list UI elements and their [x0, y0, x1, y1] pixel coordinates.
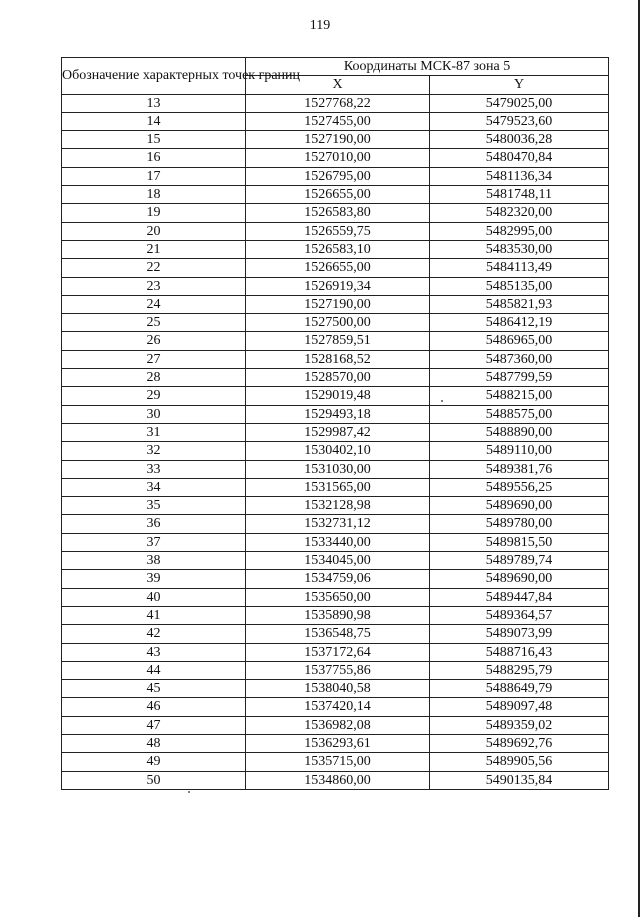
y-coordinate-cell: 5488295,79 [430, 661, 609, 679]
table-row [62, 112, 609, 130]
point-number-cell: 14 [62, 112, 246, 130]
point-number-cell: 42 [62, 625, 246, 643]
y-coordinate-cell: 5488649,79 [430, 680, 609, 698]
header-y: Y [430, 76, 609, 94]
x-coordinate-cell: 1528570,00 [246, 369, 430, 387]
table-row [62, 753, 609, 771]
table-row [62, 186, 609, 204]
table-row [62, 497, 609, 515]
x-coordinate-cell: 1526655,00 [246, 186, 430, 204]
x-coordinate-cell: 1527768,22 [246, 94, 430, 112]
y-coordinate-cell: 5479025,00 [430, 94, 609, 112]
x-coordinate-cell: 1527190,00 [246, 295, 430, 313]
table-row [62, 167, 609, 185]
point-number-cell: 28 [62, 369, 246, 387]
table-row [62, 680, 609, 698]
y-coordinate-cell: 5483530,00 [430, 240, 609, 258]
table-row [62, 277, 609, 295]
x-coordinate-cell: 1531565,00 [246, 478, 430, 496]
y-coordinate-cell: 5490135,84 [430, 771, 609, 789]
y-coordinate-cell: 5489780,00 [430, 515, 609, 533]
point-number-cell: 33 [62, 460, 246, 478]
x-coordinate-cell: 1537755,86 [246, 661, 430, 679]
table-row [62, 222, 609, 240]
table-row [62, 552, 609, 570]
table-row [62, 533, 609, 551]
x-coordinate-cell: 1528168,52 [246, 350, 430, 368]
y-coordinate-cell: 5486412,19 [430, 314, 609, 332]
y-coordinate-cell: 5489690,00 [430, 497, 609, 515]
x-coordinate-cell: 1526919,34 [246, 277, 430, 295]
point-number-cell: 22 [62, 259, 246, 277]
x-coordinate-cell: 1538040,58 [246, 680, 430, 698]
point-number-cell: 43 [62, 643, 246, 661]
y-coordinate-cell: 5489692,76 [430, 734, 609, 752]
x-coordinate-cell: 1526655,00 [246, 259, 430, 277]
point-number-cell: 18 [62, 186, 246, 204]
table-row [62, 570, 609, 588]
y-coordinate-cell: 5488890,00 [430, 423, 609, 441]
x-coordinate-cell: 1526795,00 [246, 167, 430, 185]
x-coordinate-cell: 1529987,42 [246, 423, 430, 441]
scan-speck [188, 791, 190, 793]
x-coordinate-cell: 1526559,75 [246, 222, 430, 240]
y-coordinate-cell: 5489789,74 [430, 552, 609, 570]
y-coordinate-cell: 5489905,56 [430, 753, 609, 771]
x-coordinate-cell: 1534860,00 [246, 771, 430, 789]
y-coordinate-cell: 5489815,50 [430, 533, 609, 551]
table-row [62, 606, 609, 624]
y-coordinate-cell: 5485821,93 [430, 295, 609, 313]
point-number-cell: 47 [62, 716, 246, 734]
table-row [62, 259, 609, 277]
point-number-cell: 35 [62, 497, 246, 515]
table-row [62, 460, 609, 478]
y-coordinate-cell: 5489364,57 [430, 606, 609, 624]
point-number-cell: 38 [62, 552, 246, 570]
table-row [62, 350, 609, 368]
x-coordinate-cell: 1532128,98 [246, 497, 430, 515]
table-body [62, 94, 609, 789]
table-row [62, 405, 609, 423]
x-coordinate-cell: 1530402,10 [246, 442, 430, 460]
page-number: 119 [309, 18, 331, 33]
header-x: X [246, 76, 430, 94]
point-number-cell: 29 [62, 387, 246, 405]
table-row [62, 332, 609, 350]
table-row [62, 734, 609, 752]
point-number-cell: 13 [62, 94, 246, 112]
x-coordinate-cell: 1534045,00 [246, 552, 430, 570]
table-row [62, 94, 609, 112]
table-row [62, 661, 609, 679]
point-number-cell: 21 [62, 240, 246, 258]
point-number-cell: 50 [62, 771, 246, 789]
y-coordinate-cell: 5489359,02 [430, 716, 609, 734]
point-number-cell: 49 [62, 753, 246, 771]
point-number-cell: 20 [62, 222, 246, 240]
point-number-cell: 36 [62, 515, 246, 533]
x-coordinate-cell: 1537172,64 [246, 643, 430, 661]
table-row [62, 369, 609, 387]
x-coordinate-cell: 1533440,00 [246, 533, 430, 551]
y-coordinate-cell: 5484113,49 [430, 259, 609, 277]
table-row [62, 149, 609, 167]
table-row [62, 643, 609, 661]
x-coordinate-cell: 1536548,75 [246, 625, 430, 643]
x-coordinate-cell: 1527010,00 [246, 149, 430, 167]
x-coordinate-cell: 1527500,00 [246, 314, 430, 332]
x-coordinate-cell: 1536293,61 [246, 734, 430, 752]
point-number-cell: 27 [62, 350, 246, 368]
x-coordinate-cell: 1532731,12 [246, 515, 430, 533]
y-coordinate-cell: 5489447,84 [430, 588, 609, 606]
x-coordinate-cell: 1531030,00 [246, 460, 430, 478]
y-coordinate-cell: 5487799,59 [430, 369, 609, 387]
table-row [62, 588, 609, 606]
table-row [62, 698, 609, 716]
y-coordinate-cell: 5489690,00 [430, 570, 609, 588]
table-row [62, 478, 609, 496]
x-coordinate-cell: 1535890,98 [246, 606, 430, 624]
x-coordinate-cell: 1526583,10 [246, 240, 430, 258]
table-row [62, 131, 609, 149]
table-row [62, 442, 609, 460]
table-row [62, 771, 609, 789]
table-row [62, 387, 609, 405]
y-coordinate-cell: 5489097,48 [430, 698, 609, 716]
y-coordinate-cell: 5481136,34 [430, 167, 609, 185]
point-number-cell: 45 [62, 680, 246, 698]
point-number-cell: 39 [62, 570, 246, 588]
table-row [62, 515, 609, 533]
coordinates-table [61, 57, 609, 790]
table-row [62, 314, 609, 332]
y-coordinate-cell: 5479523,60 [430, 112, 609, 130]
y-coordinate-cell: 5489073,99 [430, 625, 609, 643]
table-row [62, 240, 609, 258]
y-coordinate-cell: 5482320,00 [430, 204, 609, 222]
y-coordinate-cell: 5480036,28 [430, 131, 609, 149]
point-number-cell: 41 [62, 606, 246, 624]
x-coordinate-cell: 1527859,51 [246, 332, 430, 350]
x-coordinate-cell: 1529019,48 [246, 387, 430, 405]
y-coordinate-cell: 5485135,00 [430, 277, 609, 295]
y-coordinate-cell: 5488215,00 [430, 387, 609, 405]
point-number-cell: 25 [62, 314, 246, 332]
x-coordinate-cell: 1526583,80 [246, 204, 430, 222]
point-number-cell: 40 [62, 588, 246, 606]
table-row [62, 295, 609, 313]
x-coordinate-cell: 1537420,14 [246, 698, 430, 716]
y-coordinate-cell: 5489110,00 [430, 442, 609, 460]
point-number-cell: 32 [62, 442, 246, 460]
y-coordinate-cell: 5489381,76 [430, 460, 609, 478]
header-coordinates: Координаты МСК-87 зона 5 [246, 58, 609, 76]
y-coordinate-cell: 5481748,11 [430, 186, 609, 204]
y-coordinate-cell: 5480470,84 [430, 149, 609, 167]
point-number-cell: 26 [62, 332, 246, 350]
point-number-cell: 44 [62, 661, 246, 679]
y-coordinate-cell: 5486965,00 [430, 332, 609, 350]
point-number-cell: 46 [62, 698, 246, 716]
x-coordinate-cell: 1529493,18 [246, 405, 430, 423]
point-number-cell: 31 [62, 423, 246, 441]
table-row [62, 716, 609, 734]
point-number-cell: 30 [62, 405, 246, 423]
table-row [62, 423, 609, 441]
header-point-designation: Обозначение характерных точек границ [62, 58, 246, 95]
x-coordinate-cell: 1535650,00 [246, 588, 430, 606]
x-coordinate-cell: 1535715,00 [246, 753, 430, 771]
y-coordinate-cell: 5488575,00 [430, 405, 609, 423]
x-coordinate-cell: 1536982,08 [246, 716, 430, 734]
x-coordinate-cell: 1534759,06 [246, 570, 430, 588]
table-row [62, 204, 609, 222]
point-number-cell: 34 [62, 478, 246, 496]
y-coordinate-cell: 5488716,43 [430, 643, 609, 661]
y-coordinate-cell: 5489556,25 [430, 478, 609, 496]
point-number-cell: 24 [62, 295, 246, 313]
scan-speck [441, 400, 443, 402]
point-number-cell: 15 [62, 131, 246, 149]
point-number-cell: 23 [62, 277, 246, 295]
table-row [62, 625, 609, 643]
y-coordinate-cell: 5487360,00 [430, 350, 609, 368]
point-number-cell: 19 [62, 204, 246, 222]
x-coordinate-cell: 1527455,00 [246, 112, 430, 130]
point-number-cell: 16 [62, 149, 246, 167]
x-coordinate-cell: 1527190,00 [246, 131, 430, 149]
point-number-cell: 17 [62, 167, 246, 185]
point-number-cell: 37 [62, 533, 246, 551]
point-number-cell: 48 [62, 734, 246, 752]
y-coordinate-cell: 5482995,00 [430, 222, 609, 240]
